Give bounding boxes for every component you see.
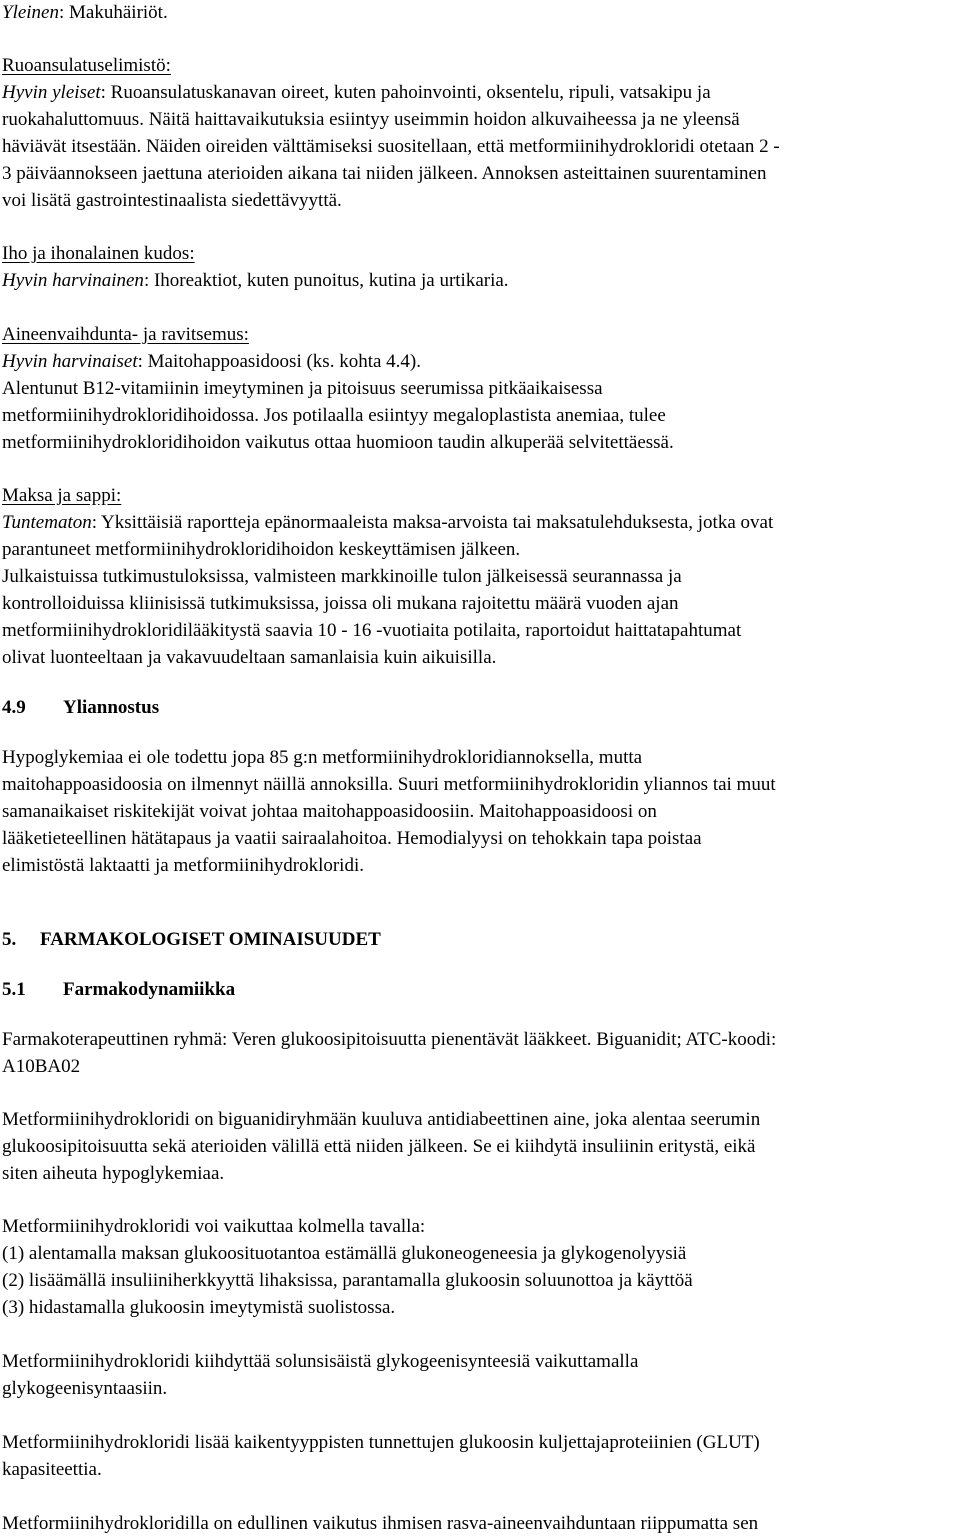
section-title: FARMAKOLOGISET OMINAISUUDET [40, 929, 381, 950]
gi-line [2, 80, 711, 107]
text-fragment: : Ihoreaktiot, kuten punoitus, kutina ja urtikaria. [143, 270, 509, 291]
atc-line: Farmakoterapeuttinen ryhmä: Veren glukoosipitoisuutta pienentävät lääkkeet. Biguanidit; ATC-koodi: [2, 1029, 777, 1050]
atc-line: A10BA02 [2, 1056, 81, 1077]
section-heading-5-1 [2, 977, 235, 1004]
text-fragment: : Yksittäisiä raportteja epänormaaleista maksa-arvoista tai maksatulehduksesta, jotka ovat [91, 512, 774, 533]
overdose-line: Hypoglykemiaa ei ole todettu jopa 85 g:n metformiinihydrokloridiannoksella, mutta [2, 747, 643, 768]
section-number: 5.1 [2, 979, 26, 1000]
metabolism-line: Alentunut B12-vitamiinin imeytyminen ja pitoisuus seerumissa pitkäaikaisessa [2, 378, 603, 399]
frequency-label: Hyvin harvinainen [2, 270, 144, 291]
skin-line [2, 268, 509, 295]
skin-heading: Iho ja ihonalainen kudos: [2, 243, 195, 264]
lipid-line: Metformiinihydrokloridilla on edullinen vaikutus ihmisen rasva-aineenvaihduntaan riippumatta sen [2, 1513, 759, 1534]
general-line [2, 0, 168, 27]
overdose-line: maitohappoasidoosia on ilmennyt näillä annoksilla. Suuri metformiinihydrokloridin yliannos tai muut [2, 774, 776, 795]
glut-line: Metformiinihydrokloridi lisää kaikentyyppisten tunnettujen glukoosin kuljettajaproteiinien (GLUT) [2, 1432, 760, 1453]
metabolism-line: metformiinihydrokloridihoidossa. Jos potilaalla esiintyy megaloplastista anemiaa, tulee [2, 405, 666, 426]
overdose-line: lääketieteellinen hätätapaus ja vaatii sairaalahoitoa. Hemodialyysi on tehokkain tapa poistaa [2, 828, 702, 849]
section-title: Farmakodynamiikka [63, 979, 236, 1000]
mechanism-line: (3) hidastamalla glukoosin imeytymistä suolistossa. [2, 1297, 396, 1318]
gi-heading: Ruoansulatuselimistö: [2, 55, 171, 76]
intro-line: siten aiheuta hypoglykemiaa. [2, 1163, 225, 1184]
mechanism-line: Metformiinihydrokloridi voi vaikuttaa kolmella tavalla: [2, 1216, 426, 1237]
section-number: 4.9 [2, 697, 26, 718]
frequency-label: Hyvin yleiset [2, 82, 101, 103]
frequency-label: Yleinen [2, 2, 59, 23]
section-heading-5 [2, 927, 381, 954]
metabolism-line: metformiinihydrokloridihoidon vaikutus ottaa huomioon taudin alkuperää selvitettäessä. [2, 432, 674, 453]
overdose-line: elimistöstä laktaatti ja metformiinihydrokloridi. [2, 855, 364, 876]
gi-line: ruokahaluttomuus. Näitä haittavaikutuksia esiintyy useimmin hoidon alkuvaiheessa ja ne yleensä [2, 109, 740, 130]
liver-line: kontrolloiduissa kliinisissä tutkimuksissa, joissa oli mukana rajoitettu määrä vuoden ajan [2, 593, 679, 614]
text-fragment: : Makuhäiriöt. [59, 2, 168, 23]
overdose-line: samanaikaiset riskitekijät voivat johtaa maitohappoasidoosiin. Maitohappoasidoosi on [2, 801, 657, 822]
liver-line: olivat luonteeltaan ja vakavuudeltaan samanlaisia kuin aikuisilla. [2, 647, 497, 668]
text-fragment: : Maitohappoasidoosi (ks. kohta 4.4). [137, 351, 421, 372]
gi-line: 3 päiväannokseen jaettuna aterioiden aikana tai niiden jälkeen. Annoksen asteittainen suurentaminen [2, 163, 767, 184]
liver-heading: Maksa ja sappi: [2, 485, 122, 506]
section-title: Yliannostus [63, 697, 160, 718]
glycogen-line: Metformiinihydrokloridi kiihdyttää solunsisäistä glykogeenisynteesiä vaikuttamalla [2, 1351, 639, 1372]
glycogen-line: glykogeenisyntaasiin. [2, 1378, 168, 1399]
liver-line: metformiinihydrokloridilääkitystä saavia 10 - 16 -vuotiaita potilaita, raportoidut haittatapahtumat [2, 620, 742, 641]
section-number: 5. [2, 929, 17, 950]
metabolism-heading: Aineenvaihdunta- ja ravitsemus: [2, 324, 249, 345]
frequency-label: Hyvin harvinaiset [2, 351, 138, 372]
glut-line: kapasiteettia. [2, 1459, 102, 1480]
frequency-label: Tuntematon [2, 512, 92, 533]
gi-line: voi lisätä gastrointestinaalista siedettävyyttä. [2, 190, 342, 211]
mechanism-line: (1) alentamalla maksan glukoosituotantoa estämällä glukoneogeneesia ja glykogenolyysiä [2, 1243, 687, 1264]
liver-line: parantuneet metformiinihydrokloridihoidon keskeyttämisen jälkeen. [2, 539, 521, 560]
text-fragment: : Ruoansulatuskanavan oireet, kuten pahoinvointi, oksentelu, ripuli, vatsakipu ja [100, 82, 711, 103]
mechanism-line: (2) lisäämällä insuliiniherkkyyttä lihaksissa, parantamalla glukoosin soluunottoa ja käyttöä [2, 1270, 693, 1291]
gi-line: häviävät itsestään. Näiden oireiden välttämiseksi suositellaan, että metformiinihydrokloridi otetaan 2 - [2, 136, 780, 157]
liver-line [2, 510, 773, 537]
section-heading-4-9 [2, 695, 159, 722]
intro-line: Metformiinihydrokloridi on biguanidiryhmään kuuluva antidiabeettinen aine, joka alentaa seerumin [2, 1109, 761, 1130]
intro-line: glukoosipitoisuutta sekä aterioiden välillä että niiden jälkeen. Se ei kiihdytä insuliinin eritystä, eikä [2, 1136, 756, 1157]
liver-line: Julkaistuissa tutkimustuloksissa, valmisteen markkinoille tulon jälkeisessä seurannassa ja [2, 566, 682, 587]
metabolism-line [2, 349, 421, 376]
